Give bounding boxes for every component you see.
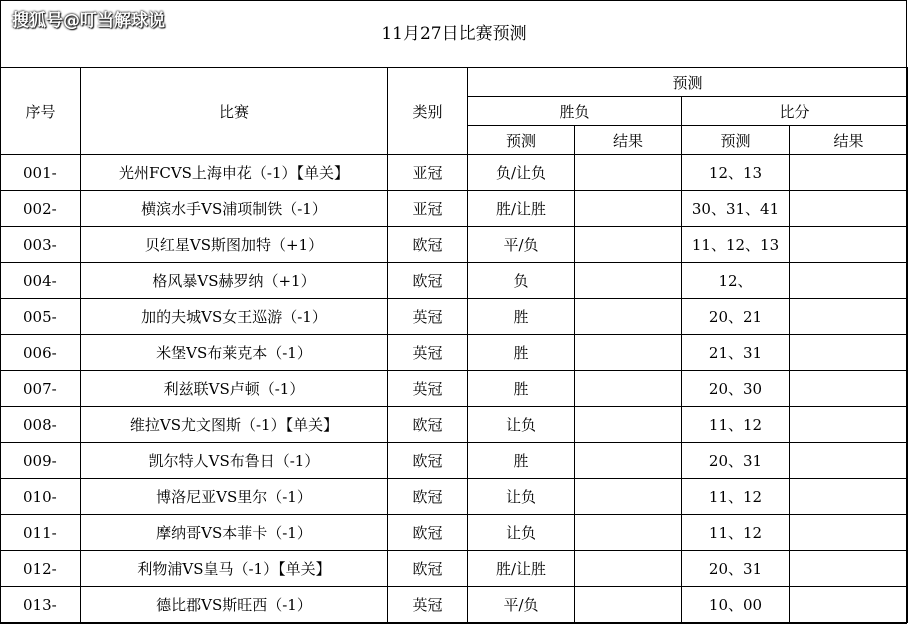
row-win-loss-result <box>575 407 682 443</box>
row-win-loss-predict: 胜/让胜 <box>468 191 575 227</box>
row-score-result <box>790 335 908 371</box>
row-match: 格风暴VS赫罗纳（+1） <box>81 263 388 299</box>
row-category: 欧冠 <box>388 515 468 551</box>
row-index: 011- <box>1 515 81 551</box>
prediction-table <box>0 67 908 623</box>
row-win-loss-predict: 让负 <box>468 407 575 443</box>
row-category: 欧冠 <box>388 227 468 263</box>
row-win-loss-predict: 平/负 <box>468 587 575 623</box>
row-category: 欧冠 <box>388 263 468 299</box>
row-score-predict: 11、12 <box>682 515 790 551</box>
row-index: 006- <box>1 335 81 371</box>
row-win-loss-result <box>575 371 682 407</box>
row-score-predict: 20、30 <box>682 371 790 407</box>
row-score-predict: 11、12、13 <box>682 227 790 263</box>
page-title: 11月27日比赛预测 <box>381 24 527 44</box>
row-score-predict: 11、12 <box>682 479 790 515</box>
row-score-result <box>790 263 908 299</box>
row-match: 利物浦VS皇马（-1）【单关】 <box>81 551 388 587</box>
table-row <box>1 299 908 335</box>
row-score-result <box>790 227 908 263</box>
row-win-loss-result <box>575 263 682 299</box>
table-row <box>1 155 908 191</box>
row-score-predict: 12、 <box>682 263 790 299</box>
table-row <box>1 335 908 371</box>
row-category: 英冠 <box>388 299 468 335</box>
row-match: 凯尔特人VS布鲁日（-1） <box>81 443 388 479</box>
row-score-predict: 11、12 <box>682 407 790 443</box>
row-score-predict: 20、31 <box>682 551 790 587</box>
row-match: 米堡VS布莱克本（-1） <box>81 335 388 371</box>
row-score-result <box>790 191 908 227</box>
row-match: 维拉VS尤文图斯（-1）【单关】 <box>81 407 388 443</box>
table-row <box>1 551 908 587</box>
row-match: 摩纳哥VS本菲卡（-1） <box>81 515 388 551</box>
header-score: 比分 <box>682 97 908 126</box>
row-index: 001- <box>1 155 81 191</box>
row-win-loss-predict: 胜 <box>468 335 575 371</box>
row-score-result <box>790 299 908 335</box>
row-index: 012- <box>1 551 81 587</box>
row-category: 亚冠 <box>388 191 468 227</box>
table-row <box>1 443 908 479</box>
row-score-predict: 20、21 <box>682 299 790 335</box>
table-row <box>1 515 908 551</box>
row-index: 010- <box>1 479 81 515</box>
table-row <box>1 479 908 515</box>
row-win-loss-predict: 胜 <box>468 443 575 479</box>
row-category: 欧冠 <box>388 551 468 587</box>
row-match: 博洛尼亚VS里尔（-1） <box>81 479 388 515</box>
row-index: 013- <box>1 587 81 623</box>
row-score-predict: 12、13 <box>682 155 790 191</box>
row-category: 欧冠 <box>388 443 468 479</box>
header-score-predict: 预测 <box>682 126 790 155</box>
row-score-predict: 21、31 <box>682 335 790 371</box>
row-score-predict: 30、31、41 <box>682 191 790 227</box>
row-score-result <box>790 155 908 191</box>
table-row <box>1 407 908 443</box>
table-row <box>1 587 908 623</box>
row-win-loss-predict: 胜/让胜 <box>468 551 575 587</box>
row-win-loss-result <box>575 191 682 227</box>
header-score-result: 结果 <box>790 126 908 155</box>
header-match: 比赛 <box>81 68 388 155</box>
watermark: 搜狐号@叮当解球说 <box>12 11 165 31</box>
row-win-loss-predict: 胜 <box>468 371 575 407</box>
header-win-loss-result: 结果 <box>575 126 682 155</box>
row-category: 英冠 <box>388 335 468 371</box>
row-win-loss-predict: 让负 <box>468 515 575 551</box>
row-win-loss-predict: 平/负 <box>468 227 575 263</box>
row-score-result <box>790 479 908 515</box>
row-win-loss-result <box>575 443 682 479</box>
header-win-loss-predict: 预测 <box>468 126 575 155</box>
header-category: 类别 <box>388 68 468 155</box>
row-win-loss-predict: 负/让负 <box>468 155 575 191</box>
row-score-result <box>790 587 908 623</box>
row-win-loss-result <box>575 479 682 515</box>
table-row <box>1 227 908 263</box>
row-category: 英冠 <box>388 371 468 407</box>
header-win-loss: 胜负 <box>468 97 682 126</box>
row-score-result <box>790 515 908 551</box>
row-win-loss-result <box>575 587 682 623</box>
row-category: 欧冠 <box>388 479 468 515</box>
row-score-predict: 10、00 <box>682 587 790 623</box>
row-index: 002- <box>1 191 81 227</box>
table-row <box>1 263 908 299</box>
row-score-result <box>790 407 908 443</box>
row-win-loss-result <box>575 227 682 263</box>
row-index: 005- <box>1 299 81 335</box>
row-score-result <box>790 371 908 407</box>
row-score-result <box>790 443 908 479</box>
row-win-loss-result <box>575 551 682 587</box>
row-match: 贝红星VS斯图加特（+1） <box>81 227 388 263</box>
row-match: 光州FCVS上海申花（-1）【单关】 <box>81 155 388 191</box>
row-win-loss-result <box>575 299 682 335</box>
row-category: 亚冠 <box>388 155 468 191</box>
row-match: 德比郡VS斯旺西（-1） <box>81 587 388 623</box>
row-win-loss-predict: 让负 <box>468 479 575 515</box>
row-index: 009- <box>1 443 81 479</box>
row-score-result <box>790 551 908 587</box>
row-win-loss-predict: 负 <box>468 263 575 299</box>
row-index: 004- <box>1 263 81 299</box>
table-row <box>1 371 908 407</box>
row-win-loss-result <box>575 335 682 371</box>
row-match: 加的夫城VS女王巡游（-1） <box>81 299 388 335</box>
row-win-loss-result <box>575 515 682 551</box>
table-row <box>1 191 908 227</box>
header-index: 序号 <box>1 68 81 155</box>
row-category: 英冠 <box>388 587 468 623</box>
row-win-loss-result <box>575 155 682 191</box>
row-match: 横滨水手VS浦项制铁（-1） <box>81 191 388 227</box>
header-prediction-group: 预测 <box>468 68 908 97</box>
row-win-loss-predict: 胜 <box>468 299 575 335</box>
row-match: 利兹联VS卢顿（-1） <box>81 371 388 407</box>
row-index: 008- <box>1 407 81 443</box>
row-category: 欧冠 <box>388 407 468 443</box>
row-index: 003- <box>1 227 81 263</box>
row-index: 007- <box>1 371 81 407</box>
row-score-predict: 20、31 <box>682 443 790 479</box>
